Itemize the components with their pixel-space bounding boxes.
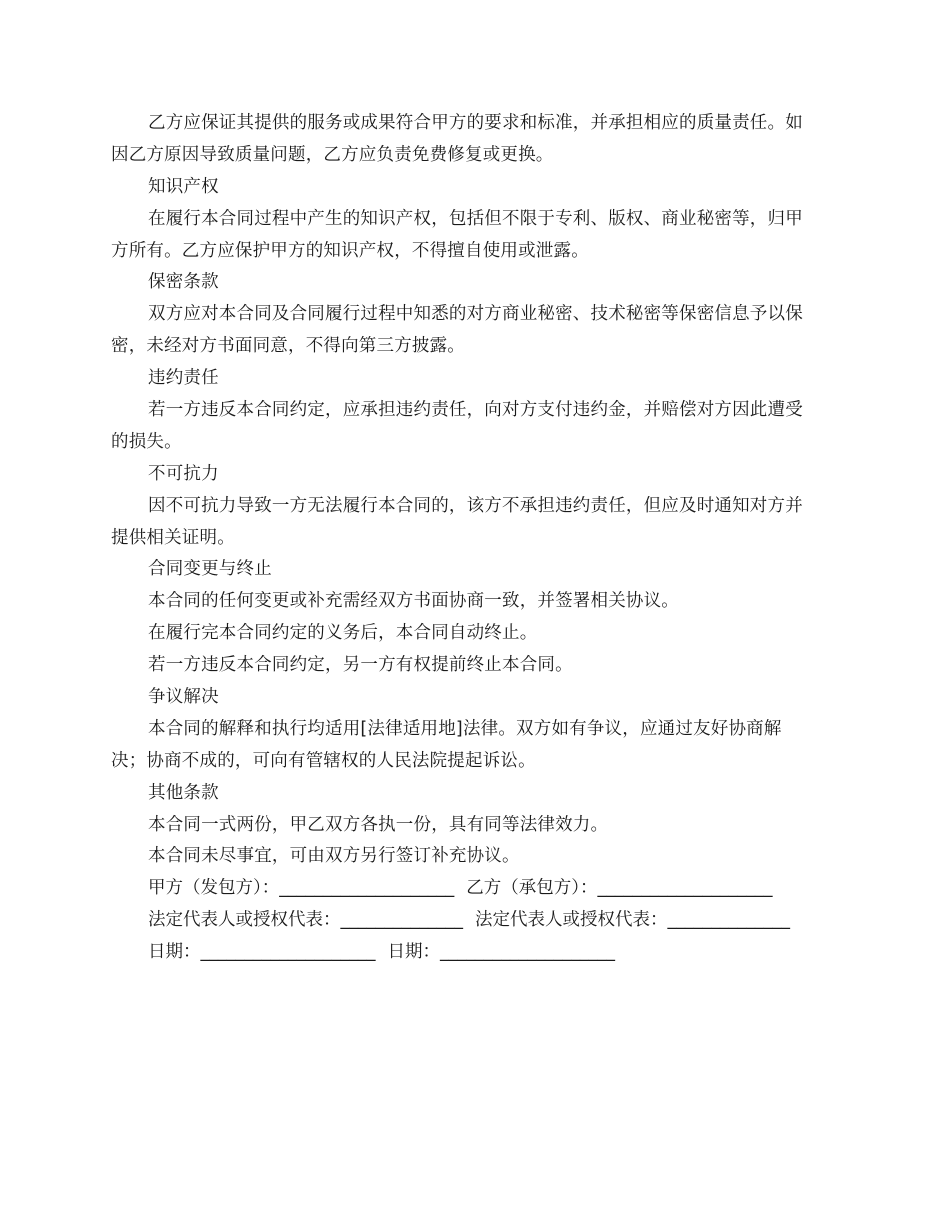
text-line: 提供相关证明。 — [111, 527, 235, 548]
text-line: 不可抗力 — [148, 463, 219, 484]
text-line: 在履行本合同过程中产生的知识产权，包括但不限于专利、版权、商业秘密等，归甲 — [148, 208, 803, 229]
rep-b-field: 法定代表人或授权代表：______________ — [475, 910, 790, 931]
text-line: 方所有。乙方应保护甲方的知识产权，不得擅自使用或泄露。 — [111, 240, 589, 261]
text-line: 因不可抗力导致一方无法履行本合同的，该方不承担违约责任，但应及时通知对方并 — [148, 495, 803, 516]
text-line: 若一方违反本合同约定，另一方有权提前终止本合同。 — [148, 655, 573, 676]
text-line: 本合同的任何变更或补充需经双方书面协商一致，并签署相关协议。 — [148, 591, 679, 612]
text-line: 合同变更与终止 — [148, 559, 272, 580]
text-line: 在履行完本合同约定的义务后，本合同自动终止。 — [148, 623, 538, 644]
party-a-field: 甲方（发包方）：____________________ — [148, 878, 455, 899]
text-line: 的损失。 — [111, 431, 182, 452]
party-b-field: 乙方（承包方）：____________________ — [466, 878, 773, 899]
text-line: 知识产权 — [148, 176, 219, 197]
party-signature-row — [111, 873, 841, 905]
text-line: 违约责任 — [148, 368, 219, 389]
date-signature-row — [111, 937, 841, 969]
document-page — [111, 108, 841, 969]
text-line: 保密条款 — [148, 272, 219, 293]
representative-signature-row — [111, 905, 841, 937]
contract-body — [111, 108, 841, 873]
text-line: 因乙方原因导致质量问题，乙方应负责免费修复或更换。 — [111, 144, 554, 165]
text-line: 本合同的解释和执行均适用[法律适用地]法律。双方如有争议，应通过友好协商解 — [148, 718, 782, 739]
text-line: 本合同一式两份，甲乙双方各执一份，具有同等法律效力。 — [148, 814, 609, 835]
text-line: 双方应对本合同及合同履行过程中知悉的对方商业秘密、技术秘密等保密信息予以保 — [148, 304, 803, 325]
text-line: 争议解决 — [148, 687, 219, 708]
text-line: 本合同未尽事宜，可由双方另行签订补充协议。 — [148, 846, 520, 867]
text-line: 其他条款 — [148, 782, 219, 803]
text-line: 乙方应保证其提供的服务或成果符合甲方的要求和标准，并承担相应的质量责任。如 — [148, 113, 803, 133]
text-line: 若一方违反本合同约定，应承担违约责任，向对方支付违约金，并赔偿对方因此遭受 — [148, 400, 803, 421]
date-a-field: 日期：____________________ — [148, 942, 376, 963]
rep-a-field: 法定代表人或授权代表：______________ — [148, 910, 463, 931]
text-line: 密，未经对方书面同意，不得向第三方披露。 — [111, 336, 465, 357]
date-b-field: 日期：____________________ — [387, 942, 615, 963]
text-line: 决；协商不成的，可向有管辖权的人民法院提起诉讼。 — [111, 750, 536, 771]
